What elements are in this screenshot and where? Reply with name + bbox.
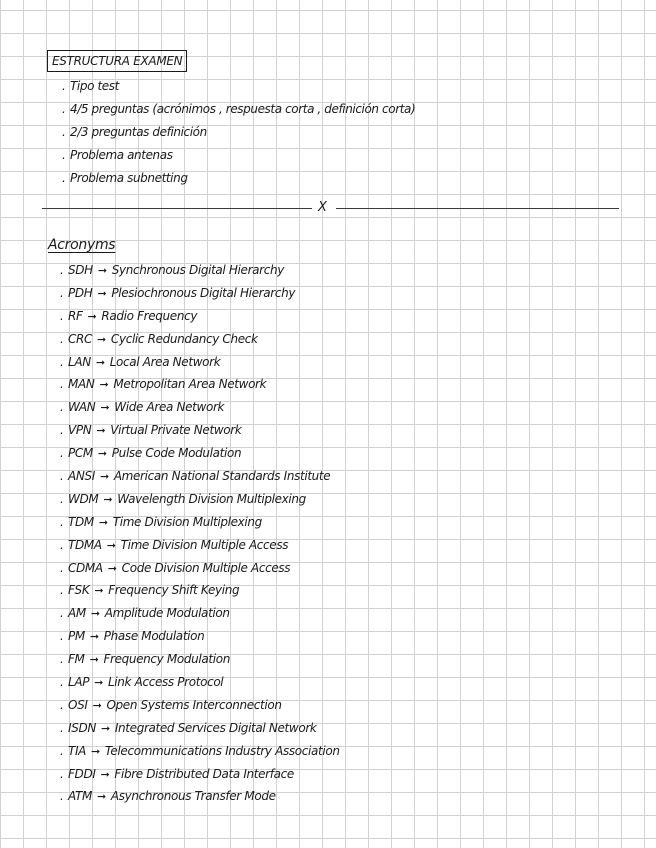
acronym-meaning: Integrated Services Digital Network: [114, 720, 317, 735]
acronym-abbr: WAN: [68, 400, 96, 415]
acronym-abbr: WDM: [68, 491, 99, 506]
arrow-icon: ➞: [91, 744, 100, 758]
acronym-abbr: TDM: [68, 514, 94, 529]
arrow-icon: ➞: [89, 630, 99, 644]
acronym-abbr: VPN: [68, 423, 92, 438]
bullet: .: [60, 537, 64, 552]
acronym-item: [60, 511, 340, 534]
acronym-meaning: Phase Modulation: [103, 629, 205, 644]
acronym-meaning: American National Standards Institute: [113, 469, 331, 484]
bullet: .: [60, 629, 64, 644]
bullet: .: [60, 469, 64, 484]
acronym-abbr: CDMA: [68, 560, 103, 575]
acronym-item: [60, 465, 340, 488]
acronym-meaning: Asynchronous Transfer Mode: [110, 789, 276, 804]
acronym-meaning: Time Division Multiple Access: [120, 537, 289, 552]
bullet: .: [60, 308, 64, 323]
list-item: [62, 121, 415, 144]
arrow-icon: ➞: [92, 698, 102, 712]
acronym-abbr: MAN: [68, 377, 95, 392]
acronym-item: [60, 648, 340, 671]
acronym-meaning: Plesiochronous Digital Hierarchy: [111, 285, 296, 300]
arrow-icon: ➞: [106, 538, 116, 552]
acronym-meaning: Open Systems Interconnection: [106, 697, 282, 712]
exam-item-text: Tipo test: [70, 79, 119, 93]
bullet: .: [60, 491, 64, 506]
acronym-abbr: LAP: [68, 675, 90, 690]
acronym-item: [60, 396, 340, 419]
acronym-item: [60, 305, 340, 328]
acronym-meaning: Pulse Code Modulation: [111, 446, 242, 461]
bullet: .: [60, 331, 64, 346]
exam-structure-title: ESTRUCTURA EXAMEN: [47, 50, 187, 72]
acronym-abbr: TDMA: [68, 537, 102, 552]
acronym-meaning: Time Division Multiplexing: [112, 514, 262, 529]
acronym-meaning: Radio Frequency: [101, 308, 198, 323]
acronym-item: [60, 419, 340, 442]
acronym-abbr: FM: [68, 652, 85, 667]
acronyms-list: [60, 259, 340, 808]
section-divider-right: [336, 208, 619, 209]
bullet: .: [60, 377, 64, 392]
acronym-item: [60, 717, 340, 740]
acronym-item: [60, 763, 340, 786]
acronym-abbr: RF: [68, 308, 83, 323]
arrow-icon: ➞: [96, 424, 106, 438]
acronym-abbr: AM: [68, 606, 86, 621]
acronym-item: [60, 557, 340, 580]
arrow-icon: ➞: [94, 584, 104, 598]
bullet: .: [60, 446, 64, 461]
acronym-item: [60, 488, 340, 511]
arrow-icon: ➞: [107, 561, 117, 575]
acronyms-title: Acronyms: [48, 237, 116, 253]
acronym-abbr: ANSI: [68, 469, 95, 484]
acronym-meaning: Wavelength Division Multiplexing: [117, 491, 306, 506]
acronym-meaning: Amplitude Modulation: [104, 606, 230, 621]
acronym-abbr: PDH: [68, 285, 93, 300]
bullet: .: [60, 583, 64, 598]
acronym-item: [60, 534, 340, 557]
acronym-item: [60, 671, 340, 694]
acronym-abbr: LAN: [68, 354, 91, 369]
arrow-icon: ➞: [87, 309, 97, 323]
arrow-icon: ➞: [98, 515, 108, 529]
arrow-icon: ➞: [97, 447, 107, 461]
acronym-meaning: Frequency Modulation: [103, 652, 230, 667]
acronym-meaning: Virtual Private Network: [110, 423, 242, 438]
arrow-icon: ➞: [100, 767, 110, 781]
arrow-icon: ➞: [100, 401, 110, 415]
arrow-icon: ➞: [99, 470, 109, 484]
bullet: .: [60, 560, 64, 575]
exam-item-text: 2/3 preguntas definición: [70, 125, 207, 139]
bullet: .: [62, 148, 66, 162]
acronym-item: [60, 740, 340, 763]
acronym-meaning: Code Division Multiple Access: [121, 560, 291, 575]
acronym-item: [60, 694, 340, 717]
acronym-meaning: Cyclic Redundancy Check: [110, 331, 258, 346]
arrow-icon: ➞: [89, 653, 99, 667]
section-divider-mark: X: [318, 200, 327, 215]
arrow-icon: ➞: [99, 378, 109, 392]
bullet: .: [60, 675, 64, 690]
acronym-abbr: PCM: [68, 446, 93, 461]
acronym-abbr: FDDI: [68, 766, 96, 781]
acronym-item: [60, 442, 340, 465]
acronym-item: [60, 282, 340, 305]
acronym-meaning: Link Access Protocol: [107, 675, 224, 690]
bullet: .: [60, 720, 64, 735]
acronym-abbr: CRC: [68, 331, 93, 346]
arrow-icon: ➞: [100, 721, 110, 735]
arrow-icon: ➞: [97, 286, 107, 300]
bullet: .: [60, 423, 64, 438]
list-item: [62, 98, 415, 121]
bullet: .: [60, 400, 64, 415]
bullet: .: [60, 697, 64, 712]
list-item: [62, 144, 415, 167]
acronym-item: [60, 259, 340, 282]
arrow-icon: ➞: [97, 264, 107, 277]
acronym-item: [60, 602, 340, 625]
section-divider-left: [42, 208, 312, 209]
arrow-icon: ➞: [97, 332, 106, 346]
bullet: .: [60, 789, 64, 804]
acronym-item: [60, 579, 340, 602]
bullet: .: [62, 102, 66, 116]
arrow-icon: ➞: [95, 355, 105, 369]
acronym-abbr: FSK: [68, 583, 90, 598]
bullet: .: [60, 606, 64, 621]
exam-item-text: Problema antenas: [70, 148, 173, 162]
acronym-meaning: Synchronous Digital Hierarchy: [111, 263, 284, 277]
list-item: [62, 167, 415, 190]
exam-item-text: 4/5 preguntas (acrónimos , respuesta corta , definición corta): [70, 102, 416, 116]
acronym-meaning: Local Area Network: [109, 354, 221, 369]
bullet: .: [62, 79, 66, 93]
bullet: .: [60, 285, 64, 300]
bullet: .: [62, 171, 66, 185]
acronym-item: [60, 625, 340, 648]
acronym-item: [60, 351, 340, 374]
acronym-meaning: Frequency Shift Keying: [108, 583, 240, 598]
bullet: .: [60, 263, 64, 277]
arrow-icon: ➞: [90, 607, 100, 621]
bullet: .: [60, 514, 64, 529]
acronym-meaning: Metropolitan Area Network: [113, 377, 267, 392]
acronym-abbr: SDH: [68, 263, 93, 277]
acronym-item: [60, 785, 340, 808]
bullet: .: [62, 125, 66, 139]
arrow-icon: ➞: [103, 492, 113, 506]
bullet: .: [60, 766, 64, 781]
acronym-meaning: Telecommunications Industry Association: [104, 743, 340, 758]
acronym-item: [60, 328, 340, 351]
arrow-icon: ➞: [94, 676, 103, 690]
acronym-abbr: ISDN: [68, 720, 96, 735]
acronym-abbr: ATM: [68, 789, 92, 804]
acronym-abbr: OSI: [68, 697, 88, 712]
list-item: [62, 75, 415, 98]
acronym-meaning: Fibre Distributed Data Interface: [114, 766, 294, 781]
exam-structure-list: [62, 75, 415, 190]
acronym-abbr: PM: [68, 629, 85, 644]
arrow-icon: ➞: [96, 790, 106, 804]
bullet: .: [60, 652, 64, 667]
acronym-abbr: TIA: [68, 743, 87, 758]
exam-item-text: Problema subnetting: [70, 171, 188, 185]
bullet: .: [60, 743, 64, 758]
acronym-meaning: Wide Area Network: [114, 400, 225, 415]
bullet: .: [60, 354, 64, 369]
acronym-item: [60, 373, 340, 396]
